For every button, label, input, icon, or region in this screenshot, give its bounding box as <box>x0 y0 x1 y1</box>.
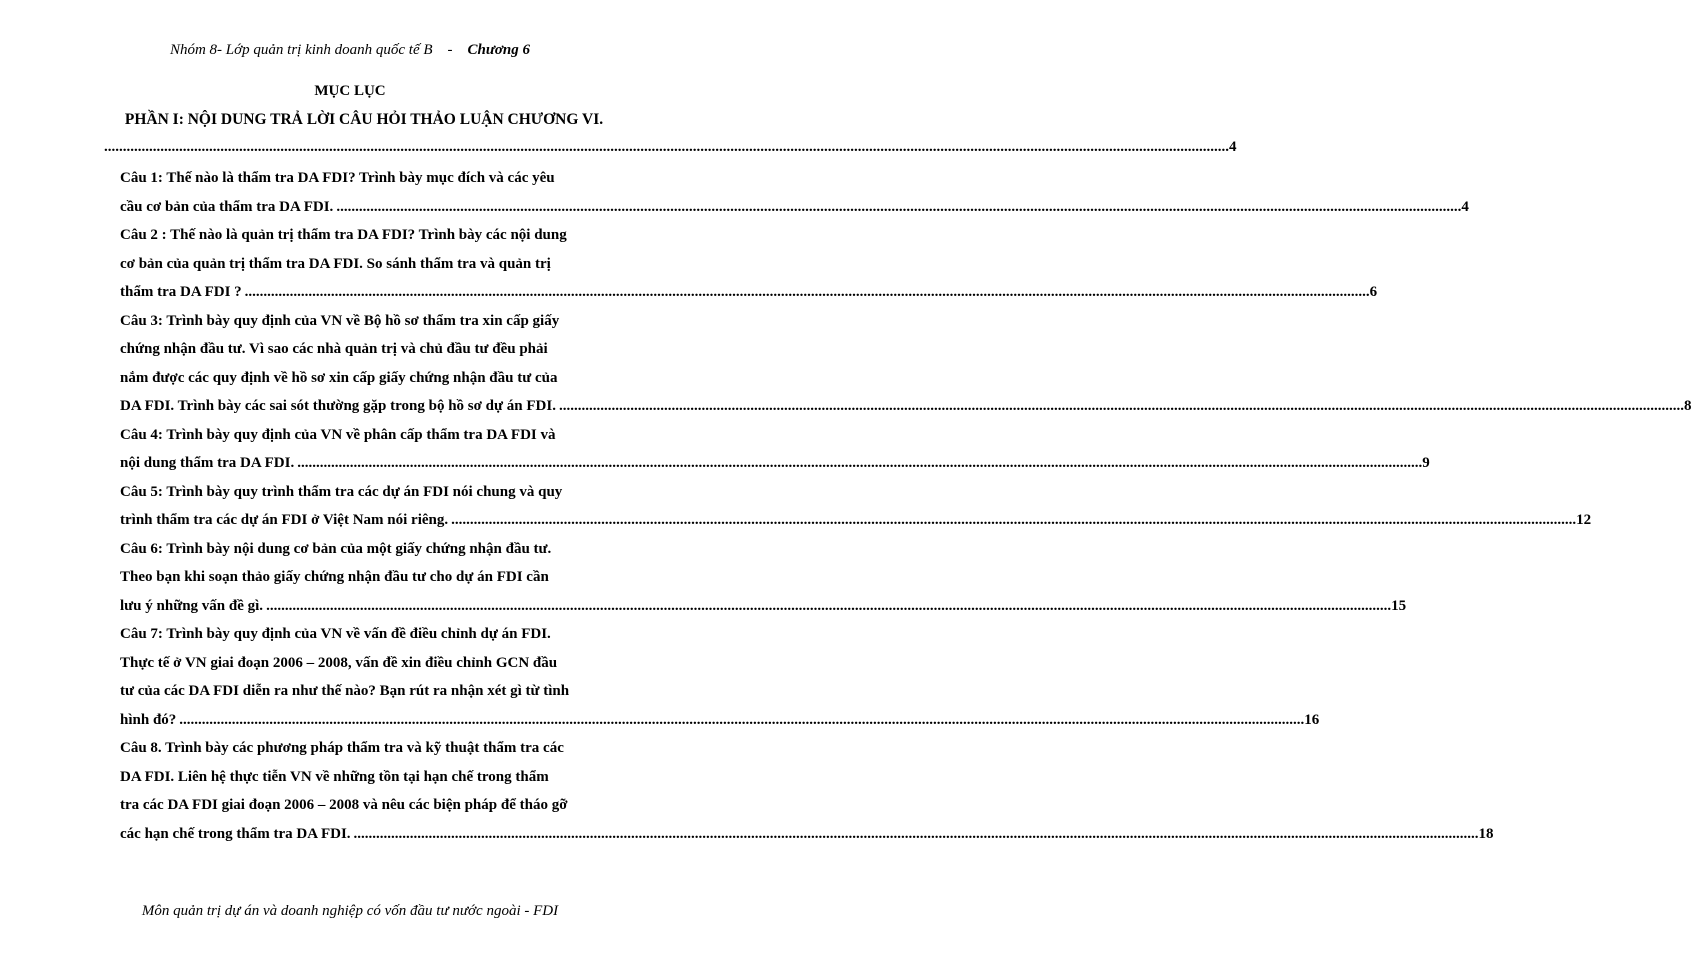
toc-entry[interactable] <box>120 221 1378 307</box>
toc-entry[interactable] <box>120 535 1407 621</box>
toc-entry-line <box>120 563 616 592</box>
leader-dots: ............................................................................................................................................................................................................................................................................................................ <box>104 139 1229 155</box>
toc-page-number: 18 <box>1478 825 1494 842</box>
toc-entry-line <box>120 250 616 279</box>
part-leader-line <box>104 139 1237 156</box>
toc-entry-text: hình đó? <box>120 711 177 728</box>
toc-entry-line <box>120 620 616 649</box>
toc-entry-text: Câu 1: Thế nào là thẩm tra DA FDI? Trình bày mục đích và các yêu <box>120 170 555 186</box>
toc-entry-line <box>120 278 1378 307</box>
leader-dots: ............................................................................................................................................................................................................................................................................................................ <box>451 512 1577 528</box>
toc-entry[interactable] <box>120 164 1469 221</box>
leader-dots: ............................................................................................................................................................................................................................................................................................................ <box>297 455 1423 471</box>
toc-page-number: 12 <box>1576 512 1592 528</box>
toc-page-number: 9 <box>1422 455 1430 471</box>
leader-dots: ............................................................................................................................................................................................................................................................................................................ <box>244 284 1370 300</box>
toc-entry-line <box>120 791 616 820</box>
toc-title: MỤC LỤC <box>314 83 386 99</box>
page-header <box>0 42 700 59</box>
header-chapter: Chương 6 <box>467 42 531 58</box>
toc-entry-line <box>120 335 616 364</box>
leader-dots: ............................................................................................................................................................................................................................................................................................................ <box>266 597 1392 614</box>
toc-entry-text: Câu 6: Trình bày nội dung cơ bản của một giấy chứng nhận đầu tư. <box>120 540 552 557</box>
toc-entry-line <box>120 734 616 763</box>
toc-entry-text: cầu cơ bản của thẩm tra DA FDI. <box>120 198 334 215</box>
toc-entry-text: trình thẩm tra các dự án FDI ở Việt Nam nói riêng. <box>120 512 449 528</box>
toc-entry-line <box>120 307 616 336</box>
part-title: PHẦN I: NỘI DUNG TRẢ LỜI CÂU HỎI THẢO LUẬN CHƯƠNG VI. <box>124 111 604 128</box>
toc-entry-text: các hạn chế trong thẩm tra DA FDI. <box>120 825 351 842</box>
toc-entry-text: tư của các DA FDI diễn ra như thế nào? Bạn rút ra nhận xét gì từ tình <box>120 683 570 699</box>
toc-entry-text: thẩm tra DA FDI ? <box>120 284 242 300</box>
toc-entry-line <box>120 421 616 450</box>
toc-entry[interactable] <box>120 478 1592 535</box>
toc-entry-text: nắm được các quy định về hồ sơ xin cấp giấy chứng nhận đầu tư của <box>120 369 558 386</box>
toc-entry-line <box>120 506 1592 535</box>
toc-entry-line <box>120 592 1407 621</box>
toc-entry-text: Thực tế ở VN giai đoạn 2006 – 2008, vấn đề xin điều chỉnh GCN đầu <box>120 654 558 671</box>
toc-page-number: 15 <box>1391 597 1407 614</box>
toc-entry-text: Câu 3: Trình bày quy định của VN về Bộ hồ sơ thẩm tra xin cấp giấy <box>120 312 560 329</box>
toc-entry-line <box>120 193 1469 222</box>
toc-entry-line <box>120 677 616 706</box>
leader-dots: ............................................................................................................................................................................................................................................................................................................ <box>353 825 1479 842</box>
leader-dots: ............................................................................................................................................................................................................................................................................................................ <box>179 711 1305 728</box>
toc-entry-text: Câu 8. Trình bày các phương pháp thẩm tra và kỹ thuật thẩm tra các <box>120 740 564 756</box>
leader-dots: ............................................................................................................................................................................................................................................................................................................ <box>558 398 1684 414</box>
toc-entry-line <box>120 649 616 678</box>
toc-entry-text: DA FDI. Trình bày các sai sót thường gặp trong bộ hồ sơ dự án FDI. <box>120 398 556 414</box>
toc-entry-text: DA FDI. Liên hệ thực tiễn VN về những tồn tại hạn chế trong thẩm <box>120 768 549 785</box>
toc-entry-line <box>120 706 1320 735</box>
toc-entry-text: Câu 4: Trình bày quy định của VN về phân cấp thẩm tra DA FDI và <box>120 426 556 443</box>
toc-entry-text: Câu 5: Trình bày quy trình thẩm tra các dự án FDI nói chung và quy <box>120 483 563 500</box>
toc-entry[interactable] <box>120 307 1691 421</box>
toc-entry[interactable] <box>120 620 1320 734</box>
toc-entry-line <box>120 535 616 564</box>
toc-entry-line <box>120 449 1430 478</box>
toc-page-number: 6 <box>1369 284 1378 300</box>
toc-entry-text: Theo bạn khi soạn thảo giấy chứng nhận đầu tư cho dự án FDI cần <box>120 569 549 585</box>
toc-entry-text: lưu ý những vấn đề gì. <box>120 597 264 614</box>
toc-entry-text: Câu 2 : Thế nào là quản trị thẩm tra DA FDI? Trình bày các nội dung <box>120 227 567 243</box>
toc-entry-line <box>120 221 616 250</box>
part-page-number: 4 <box>1229 139 1237 155</box>
toc-entry-line <box>120 392 1691 421</box>
toc-entry-line <box>120 164 616 193</box>
toc-entry-line <box>120 763 616 792</box>
toc-entry-text: nội dung thẩm tra DA FDI. <box>120 455 295 471</box>
toc-entry-text: cơ bản của quản trị thẩm tra DA FDI. So sánh thẩm tra và quản trị <box>120 255 551 272</box>
toc-entry-line <box>120 364 616 393</box>
toc-page-number: 4 <box>1461 198 1469 215</box>
toc-entry-line <box>120 478 616 507</box>
toc-entry-line <box>120 820 1494 849</box>
toc-page-number: 16 <box>1304 711 1320 728</box>
toc-entry-text: chứng nhận đầu tư. Vì sao các nhà quản trị và chủ đầu tư đều phải <box>120 341 548 357</box>
leader-dots: ............................................................................................................................................................................................................................................................................................................ <box>336 198 1462 215</box>
toc-entry-text: tra các DA FDI giai đoạn 2006 – 2008 và nêu các biện pháp để tháo gỡ <box>120 797 568 813</box>
header-group-text: Nhóm 8- Lớp quản trị kinh doanh quốc tế B <box>169 42 433 58</box>
toc-entries <box>120 164 1691 848</box>
toc-page-number: 8 <box>1683 398 1691 414</box>
toc-entry[interactable] <box>120 421 1430 478</box>
toc-entry[interactable] <box>120 734 1494 848</box>
page-footer: Môn quản trị dự án và doanh nghiệp có vốn đầu tư nước ngoài - FDI <box>141 903 559 919</box>
header-separator: - <box>447 42 453 58</box>
toc-entry-text: Câu 7: Trình bày quy định của VN về vấn đề điều chỉnh dự án FDI. <box>120 626 551 642</box>
